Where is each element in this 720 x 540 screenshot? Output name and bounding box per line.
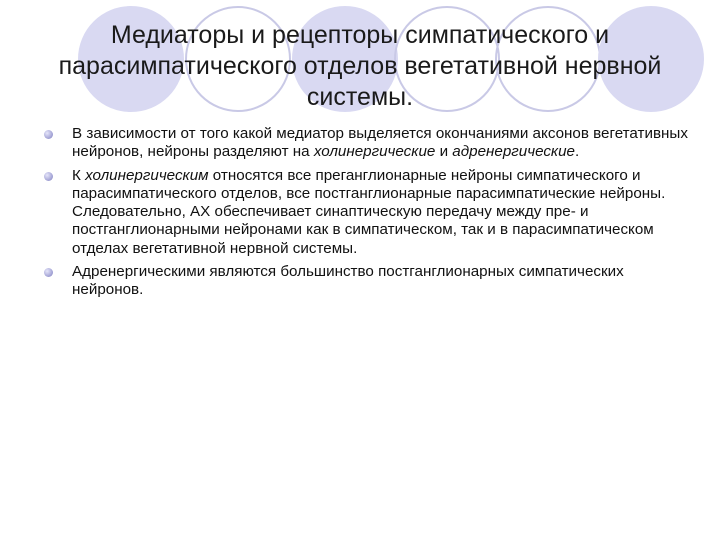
bullet-item [38, 167, 688, 258]
bullet-icon [44, 130, 53, 139]
bullet-item [38, 263, 688, 300]
bullet-text: В зависимости от того какой медиатор выделяется окончаниями аксонов вегетативных нейронов, нейроны разделяют на холинергические и адренергические. [72, 125, 688, 161]
slide-title: Медиаторы и рецепторы симпатического и парасимпатического отделов вегетативной нервной системы. [58, 21, 662, 111]
bullet-text: К холинергическим относятся все преганглионарные нейроны симпатического и парасимпатического отделов, все постганглионарные парасимпатические нейроны. Следовательно, АХ обеспечивает синаптическую передачу между пре- и постганглионарными нейронами как в симпатическом, так и в парасимпатическом отделах вегетативной нервной системы. [72, 166, 666, 257]
bullet-text: Адренергическими являются большинство постганглионарных симпатических нейронов. [72, 263, 624, 299]
bullet-icon [44, 268, 53, 277]
bullet-icon [44, 172, 53, 181]
bullet-list [38, 125, 688, 305]
bullet-item [38, 125, 688, 162]
